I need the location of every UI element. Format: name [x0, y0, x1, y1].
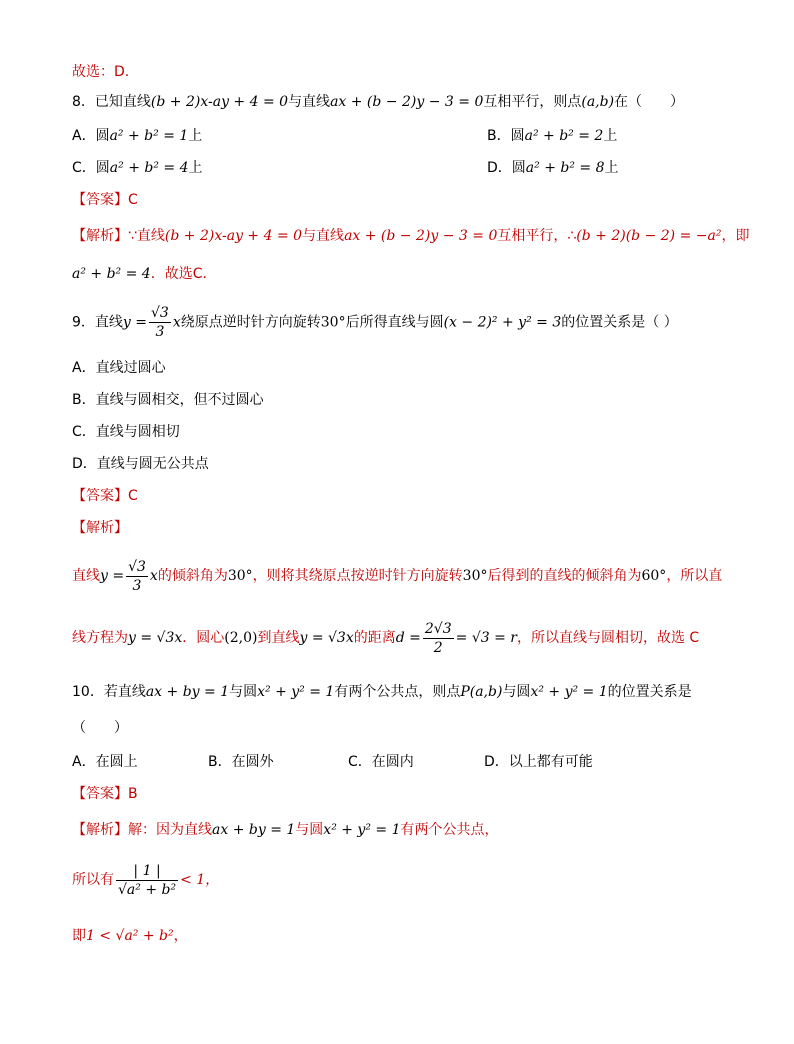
q10-option-d: D．以上都有可能 — [484, 754, 593, 770]
q10-analysis-line2: 所以有 $\frac{| 1 |}{\text{√a² + b²}}$ < 1， — [72, 862, 220, 898]
q10-answer: 【答案】B — [72, 786, 138, 802]
q9-fraction: $\frac{√3}{3}$ — [151, 305, 169, 340]
q10-option-a: A．在圆上 — [72, 754, 138, 770]
q10-fraction: $\frac{| 1 |}{\text{√a² + b²}}$ — [118, 862, 177, 898]
q8-options-ab — [72, 126, 618, 146]
answer-tag: 【答案】 — [72, 192, 128, 208]
q9-analysis-line2: 线方程为y = √3x．圆心(2,0)到直线y = √3x的距离d = $\frac{2√3}{2}$ = √3 = r，所以直线与圆相切，故选 C — [72, 620, 700, 656]
answer-value: C — [128, 192, 138, 208]
q9-analysis-line1: 直线y = $\frac{√3}{3}$ x的倾斜角为30°，则将其绕原点按逆时针方向旋转30°后得到的直线的倾斜角为60°，所以直 — [72, 558, 723, 594]
q9-analysis-tag: 【解析】 — [72, 520, 128, 536]
q8-mid: 与直线 — [288, 94, 331, 110]
q9-option-c: C．直线与圆相切 — [72, 424, 180, 440]
q9-option-d: D．直线与圆无公共点 — [72, 456, 209, 472]
q8-options-cd — [72, 158, 619, 178]
q9-stem: 9．直线y = $\frac{√3}{3}$ x绕原点逆时针方向旋转30°后所得直线与圆(x − 2)² + y² = 3的位置关系是（ ） — [72, 305, 678, 340]
q8-answer — [72, 190, 138, 210]
analysis-tag: 【解析】 — [72, 228, 128, 244]
q8-analysis-line2: a² + b² = 4．故选C． — [72, 266, 217, 282]
q8-option-a: A．圆a² + b² = 1上 — [72, 128, 203, 144]
q8-mid2: 互相平行，则点 — [483, 94, 582, 110]
prev-answer: 故选：D. — [72, 64, 130, 80]
q9-option-b: B．直线与圆相交，但不过圆心 — [72, 392, 264, 408]
q10-analysis-line1: 【解析】解：因为直线ax + by = 1与圆x² + y² = 1有两个公共点， — [72, 822, 499, 838]
q8-prefix: 8．已知直线 — [72, 94, 151, 110]
q8-eq2: ax + (b − 2)y − 3 = 0 — [330, 94, 484, 110]
q10-option-c: C．在圆内 — [348, 754, 414, 770]
q10-paren: （ ） — [72, 720, 128, 736]
q8-point: (a,b) — [581, 94, 615, 110]
q10-stem: 10．若直线ax + by = 1与圆x² + y² = 1有两个公共点，则点P(a,b)与圆x² + y² = 1的位置关系是 — [72, 684, 692, 700]
q10-analysis-line3: 即1 < √a² + b²， — [72, 928, 188, 944]
q9-distance-fraction: $\frac{2√3}{2}$ — [424, 620, 452, 656]
q8-option-c: C．圆a² + b² = 4上 — [72, 160, 203, 176]
q10-options — [72, 752, 593, 772]
q9-analysis-fraction: $\frac{√3}{3}$ — [128, 558, 146, 594]
q8-option-b: B．圆a² + b² = 2上 — [487, 128, 618, 144]
q8-stem — [72, 92, 684, 112]
q8-analysis-line1: 【解析】∵直线(b + 2)x-ay + 4 = 0与直线ax + (b − 2)y − 3 = 0互相平行，∴(b + 2)(b − 2) = −a²，即 — [72, 228, 750, 244]
q9-answer: 【答案】C — [72, 488, 138, 504]
q10-option-b: B．在圆外 — [208, 754, 274, 770]
q8-eq1: (b + 2)x-ay + 4 = 0 — [150, 94, 289, 110]
q9-option-a: A．直线过圆心 — [72, 360, 166, 376]
q8-suffix: 在（ ） — [614, 94, 685, 110]
q8-option-d: D．圆a² + b² = 8上 — [487, 160, 619, 176]
